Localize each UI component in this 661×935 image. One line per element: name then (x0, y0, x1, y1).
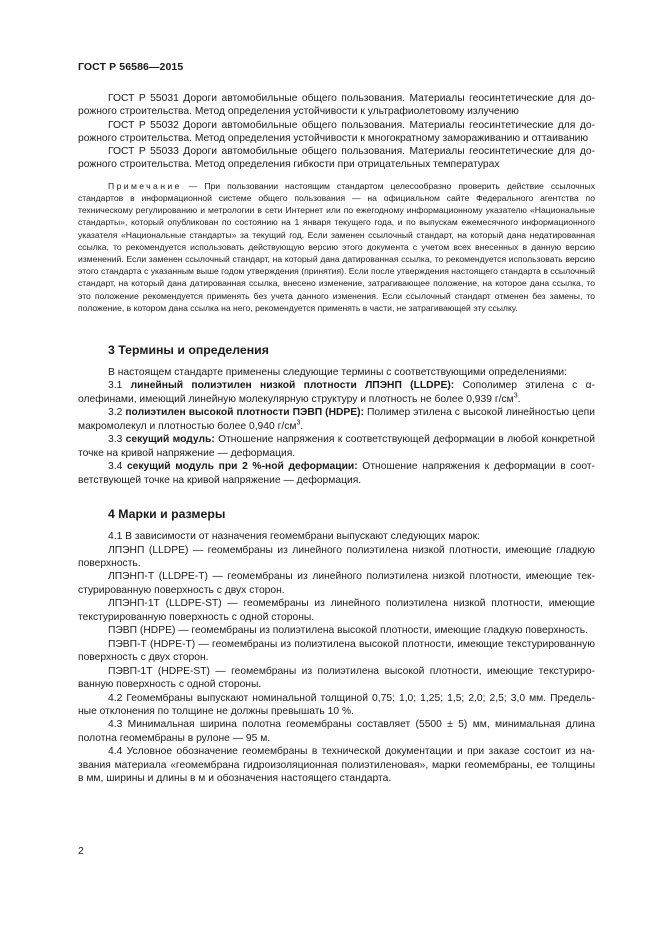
reference-item: ГОСТ Р 55032 Дороги автомобильные общего пользования. Материалы геосинтетические для дорожного строительства. Метод определения устойчивости к многократному замораживанию и оттаиванию (78, 119, 595, 144)
section-3-heading: 3 Термины и определения (108, 343, 269, 358)
page-number: 2 (78, 845, 84, 857)
term-definition (78, 406, 595, 433)
section-4-paragraph: ЛПЭНП (LLDPE) — геомембраны из линейного полиэтилена низкой плотности, имеющие гладкую поверхность. (78, 544, 595, 569)
reference-item: ГОСТ Р 55031 Дороги автомобильные общего пользования. Материалы геосинтетические для дорожного строительства. Метод определения устойчивости к ультрафиолетовому излучению (78, 93, 595, 118)
section-4-paragraph: ЛПЭНП-1Т (LLDPE-ST) — геомембраны из линейного полиэтилена низкой плотности, имеющие текстурированную поверхность с одной стороны. (78, 598, 595, 623)
page-content (78, 92, 595, 786)
term-text: Полимер этилена с высокой линейностью цепи макромолекул и плотностью более 0,940 г/см (78, 407, 595, 432)
term-definition (78, 379, 595, 406)
reference-item: ГОСТ Р 55033 Дороги автомобильные общего пользования. Материалы геосинтетические для дорожного строительства. Метод определения гибкости при отрицательных температурах (78, 146, 595, 171)
term-definition (78, 460, 595, 487)
term-text: Отношение напряжения к соответствующей деформации в любой конкретной точке на кривой напряжение — деформация. (78, 434, 595, 459)
term-tail: . (517, 393, 521, 405)
term-name: полиэтилен высокой плотности ПЭВП (HDPE): (125, 407, 365, 419)
document-header: ГОСТ Р 56586—2015 (78, 61, 184, 73)
section-4-heading: 4 Марки и размеры (108, 507, 226, 522)
section-4-paragraph: ПЭВП-Т (HDPE-T) — геомембраны из полиэтилена высокой плотности, имеющие текстурированную поверхность с двух сторон. (78, 638, 595, 664)
term-definition (78, 433, 595, 460)
superscript: 3 (513, 392, 518, 400)
section-4-paragraph: ЛПЭНП-Т (LLDPE-T) — геомембраны из линейного полиэтилена низкой плотности, имеющие текстурированную поверхность с двух сторон. (78, 571, 595, 596)
term-name: линейный полиэтилен низкой плотности ЛПЭНП (LLDPE): (130, 380, 455, 392)
term-text: Сополимер этилена с α-олефинами, имеющий линейную молекулярную структуру и плотность не более 0,939 г/см (78, 380, 595, 405)
term-number: 3.2 (108, 407, 123, 419)
normative-references (78, 92, 595, 172)
term-number: 3.1 (108, 380, 123, 392)
term-name: секущий модуль: (125, 434, 215, 446)
term-name: секущий модуль при 2 %-ной деформации: (126, 461, 358, 473)
section-4-body (78, 530, 595, 786)
superscript: 3 (296, 419, 301, 427)
section-4-paragraph: 4.1 В зависимости от назначения геомембрани выпускают следующих марок: (108, 531, 480, 543)
term-number: 3.4 (108, 461, 123, 473)
section-3-body (78, 366, 595, 487)
note-label: Примечание (108, 180, 182, 191)
section-3-intro: В настоящем стандарте применены следующие термины с соответствующими определениями: (108, 367, 568, 379)
section-4-paragraph: 4.4 Условное обозначение геомембраны в технической документации и при заказе состоит из названия материала «геомембрана гидроизоляционная полиэтиленовая», марки геомембраны, ее толщины в мм, ширины и длины в м и обозначения настоящего стандарта. (78, 746, 595, 785)
section-4-paragraph: 4.3 Минимальная ширина полотна геомембраны составляет (5500 ± 5) мм, минимальная длина полотна геомембраны в рулоне — 95 м. (78, 719, 595, 744)
note-text: — При пользовании настоящим стандартом целесообразно проверить действие ссылочных стандартов в информационной системе общего пользования — на официальном сайте Федерального агентства по техническому регулированию и метрологии в сети Интернет или по ежегодному информационному указателю «Национальные стандарты», который опубликован по состоянию на 1 января текущего года, и по выпускам ежемесячного информационного указателя «Национальные стандарты» за текущий год. Если заменен ссылочный стандарт, на который дана недатированная ссылка, то рекомендуется использовать действующую версию этого документа с учетом всех внесенных в данную версию изменений. Если заменен ссылочный стандарт, на который дана датированная ссылка, то рекомендуется использовать версию этого стандарта с указанным выше годом утверждения (принятия). Если после утверждения настоящего стандарта в ссылочный стандарт, на который дана датированная ссылка, внесено изменение, затрагивающее положение, на которое дана ссылка, то это положение рекомендуется применять без учета данного изменения. Если ссылочный стандарт отменен без замены, то положение, в котором дана ссылка на него, рекомендуется применять в части, не затрагивающей эту ссылку. (78, 180, 595, 313)
section-4-paragraph: ПЭВП-1Т (HDPE-ST) — геомембраны из полиэтилена высокой плотности, имеющие текстурированную поверхность с одной стороны. (78, 665, 595, 691)
term-number: 3.3 (108, 434, 123, 446)
section-4-paragraph: 4.2 Геомембраны выпускают номинальной толщиной 0,75; 1,0; 1,25; 1,5; 2,0; 2,5; 3,0 мм. Предельные отклонения по толщине не должны превышать 10 %. (78, 692, 595, 717)
section-4-paragraph: ПЭВП (HDPE) — геомембраны из полиэтилена высокой плотности, имеющие гладкую поверхность. (108, 625, 588, 637)
term-tail: . (300, 420, 304, 432)
term-text: Отношение напряжения к деформации в соответствующей точке на кривой напряжение — деформация. (78, 461, 595, 486)
note-paragraph (78, 180, 595, 314)
